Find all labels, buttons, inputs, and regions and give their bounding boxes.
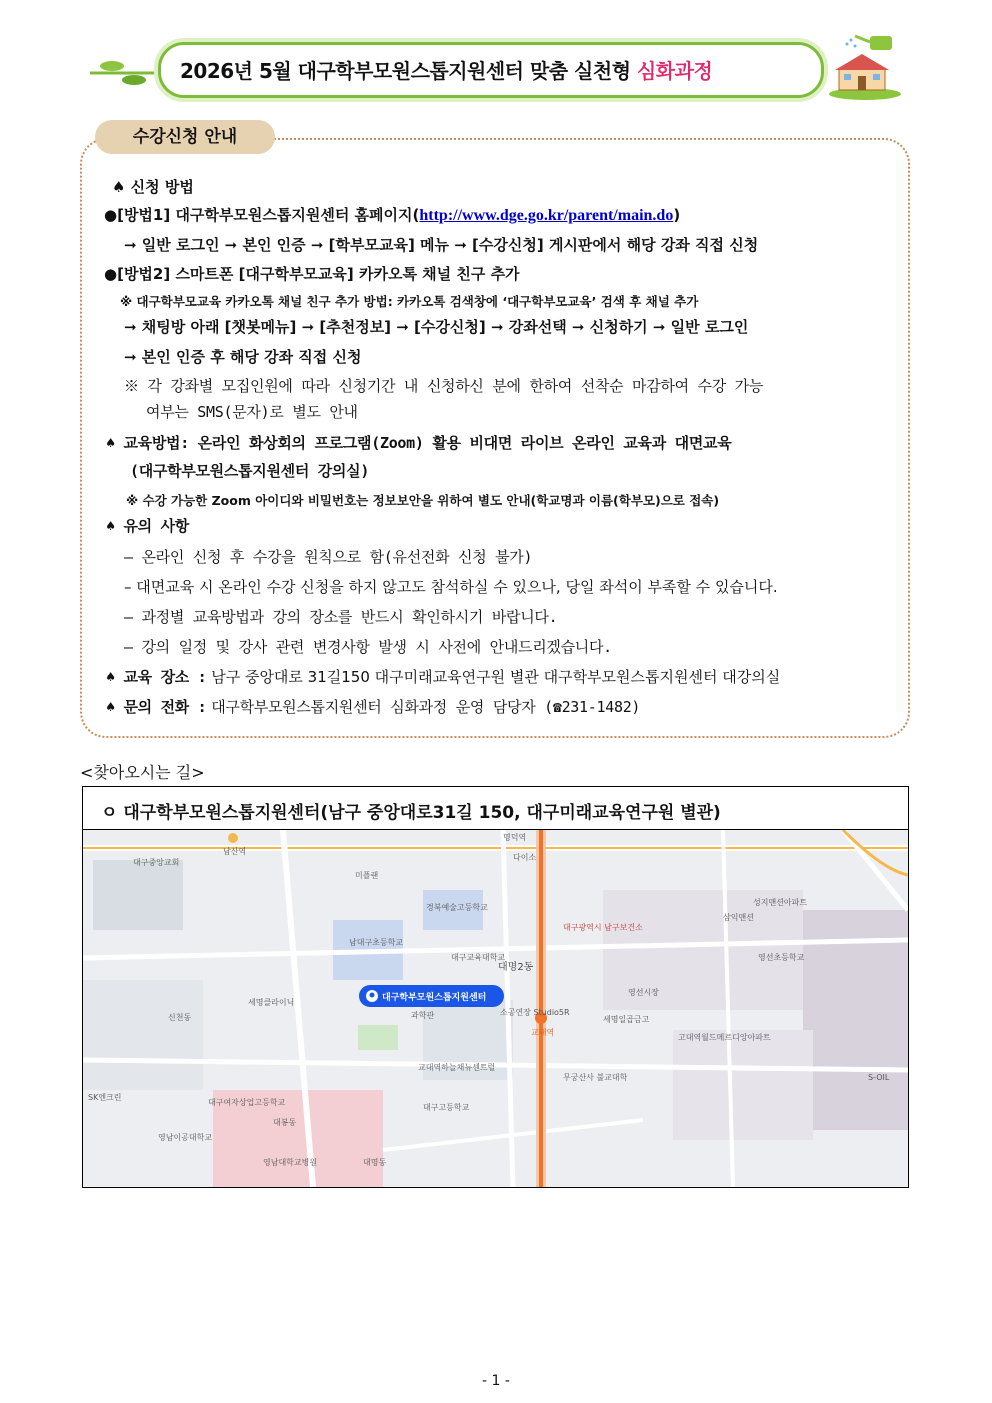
method2-steps-1: ➞ 채팅방 아래 [챗봇메뉴] ➞ [추천정보] ➞ [수강신청] ➞ 강좌선택 ➞ 신청하기 ➞ 일반 로그인 bbox=[124, 318, 749, 336]
method2-steps-2: ➞ 본인 인증 후 해당 강좌 직접 신청 bbox=[124, 348, 362, 366]
map-frame bbox=[82, 786, 909, 1188]
map-header bbox=[83, 787, 908, 830]
map-label-yeungnam-college: 영남이공대학교 bbox=[158, 1133, 213, 1142]
map-label-nansan: 남산역 bbox=[223, 847, 247, 856]
place-line bbox=[106, 666, 780, 687]
map-label-health-center: 대구광역시 남구보건소 bbox=[563, 923, 643, 932]
map-label-daebong: 대봉동 bbox=[273, 1118, 297, 1127]
method2-line: ●[방법2] 스마트폰 [대구학부모교육] 카카오톡 채널 친구 추가 bbox=[104, 265, 520, 283]
map-label-samik: 삼익맨션 bbox=[723, 913, 754, 922]
section-tab: 수강신청 안내 bbox=[95, 120, 275, 154]
map-label-myeongdeok: 명덕역 bbox=[503, 833, 527, 842]
method1-close: ) bbox=[673, 206, 681, 224]
zoom-note: ※ 수강 가능한 Zoom 아이디와 비밀번호는 정보보안을 위하여 별도 안내(학교명과 이름(학부모)으로 접속) bbox=[126, 493, 720, 508]
map-label-namdaegu-school: 남대구초등학교 bbox=[349, 938, 404, 947]
homepage-link[interactable]: http://www.dge.go.kr/parent/main.do bbox=[419, 207, 674, 224]
map-marker-label: 대구학부모원스톱지원센터 bbox=[382, 993, 487, 1003]
map-label-daegu-high: 대구고등학교 bbox=[423, 1103, 470, 1112]
phone-label: ♠ 문의 전화 : bbox=[106, 698, 207, 716]
map-label-buddhist: 무궁산사 불교대학 bbox=[563, 1073, 628, 1082]
map-label-art-school: 경북예술고등학교 bbox=[426, 903, 488, 912]
map-label-edu-univ: 대구교육대학교 bbox=[451, 953, 506, 962]
map-label-yeongseon-school: 영선초등학교 bbox=[758, 953, 805, 962]
caution-item-1: – 온라인 신청 후 수강을 원칙으로 함(유선전화 신청 불가) bbox=[124, 548, 533, 566]
map-label-studio: 소공연장 Studio5R bbox=[500, 1008, 570, 1017]
map-label-gyodae: 교대역 bbox=[531, 1028, 555, 1037]
page-title bbox=[180, 55, 712, 84]
map-canvas[interactable] bbox=[83, 830, 908, 1187]
selection-note-line1: ※ 각 강좌별 모집인원에 따라 신청기간 내 신청하신 분에 한하여 선착순 마감하여 수강 가능 bbox=[124, 377, 764, 395]
caution-item-3: – 과정별 교육방법과 강의 장소를 반드시 확인하시기 바랍니다. bbox=[124, 608, 558, 626]
map-label-sincheon: 신천동 bbox=[168, 1013, 192, 1022]
caution-heading: ♠ 유의 사항 bbox=[106, 517, 189, 535]
map-label-church: 대구중앙교회 bbox=[133, 858, 180, 867]
map-label-girls-high: 대구여자상업고등학교 bbox=[208, 1098, 286, 1107]
phone-line bbox=[106, 696, 640, 717]
map-label-science: 과학관 bbox=[411, 1011, 435, 1020]
map-label-soil: S-OIL bbox=[868, 1073, 890, 1082]
map-image bbox=[83, 830, 908, 1187]
map-label-daemyeong: 대명동 bbox=[363, 1158, 387, 1167]
caution-item-4: – 강의 일정 및 강사 관련 변경사항 발생 시 사전에 안내드리겠습니다. bbox=[124, 638, 612, 656]
method-heading: ♠ 신청 방법 bbox=[112, 178, 194, 196]
location-marker-icon bbox=[359, 985, 504, 1007]
map-label-seongji: 성지맨션아파트 bbox=[753, 898, 808, 907]
title-main: 2026년 5월 대구학부모원스톱지원센터 맞춤 실천형 bbox=[180, 59, 637, 83]
place-label: ♠ 교육 장소 : bbox=[106, 668, 207, 686]
map-label-hospital: 영남대학교병원 bbox=[263, 1158, 318, 1167]
method1-text: ●[방법1] 대구학부모원스톱지원센터 홈페이지( bbox=[104, 206, 420, 224]
edu-method-line1: ♠ 교육방법: 온라인 화상회의 프로그램(Zoom) 활용 비대면 라이브 온라인 교육과 대면교육 bbox=[106, 434, 732, 452]
phone-value: 대구학부모원스톱지원센터 심화과정 운영 담당자 (☎231-1482) bbox=[211, 698, 641, 716]
method1-steps: ➞ 일반 로그인 ➞ 본인 인증 ➞ [학부모교육] 메뉴 ➞ [수강신청] 게시판에서 해당 강좌 직접 신청 bbox=[124, 236, 759, 254]
map-label-clinic: 세명클라이닉 bbox=[248, 998, 295, 1007]
place-value: 남구 중앙대로 31길150 대구미래교육연구원 별관 대구학부모원스톱지원센터 대강의실 bbox=[211, 668, 781, 686]
page-number: - 1 - bbox=[482, 1373, 510, 1389]
edu-method-line2: (대구학부모원스톱지원센터 강의실) bbox=[130, 462, 370, 480]
map-label-miplan: 미플랜 bbox=[355, 871, 379, 880]
directions-label: <찾아오시는 길> bbox=[80, 763, 205, 782]
title-banner bbox=[90, 40, 825, 100]
map-label-bank: 세명일곱금고 bbox=[603, 1015, 650, 1024]
map-label-daiso: 다이소 bbox=[513, 853, 537, 862]
map-label-daemyeong2: 대명2동 bbox=[498, 962, 534, 973]
caution-item-2: – 대면교육 시 온라인 수강 신청을 하지 않고도 참석하실 수 있으나, 당일 좌석이 부족할 수 있습니다. bbox=[124, 578, 778, 596]
map-label-hanulche: 교대역하늘채뉴센트럴 bbox=[418, 1063, 496, 1072]
selection-note-line2: 여부는 SMS(문자)로 별도 안내 bbox=[146, 403, 358, 421]
school-watering-can-icon bbox=[825, 28, 905, 100]
method2-note: ※ 대구학부모교육 카카오톡 채널 친구 추가 방법: 카카오톡 검색창에 ‘대구학부모교육’ 검색 후 채널 추가 bbox=[120, 294, 699, 309]
map-label-sk: SK엔크린 bbox=[88, 1093, 122, 1102]
map-header-text: ㅇ 대구학부모원스톱지원센터(남구 중앙대로31길 150, 대구미래교육연구원 별관) bbox=[101, 803, 721, 823]
method1-line bbox=[104, 204, 680, 225]
map-label-market: 영선시장 bbox=[628, 988, 659, 997]
title-accent: 심화과정 bbox=[636, 59, 713, 83]
map-label-meridian: 고대역월드메르디앙아파트 bbox=[678, 1033, 771, 1042]
